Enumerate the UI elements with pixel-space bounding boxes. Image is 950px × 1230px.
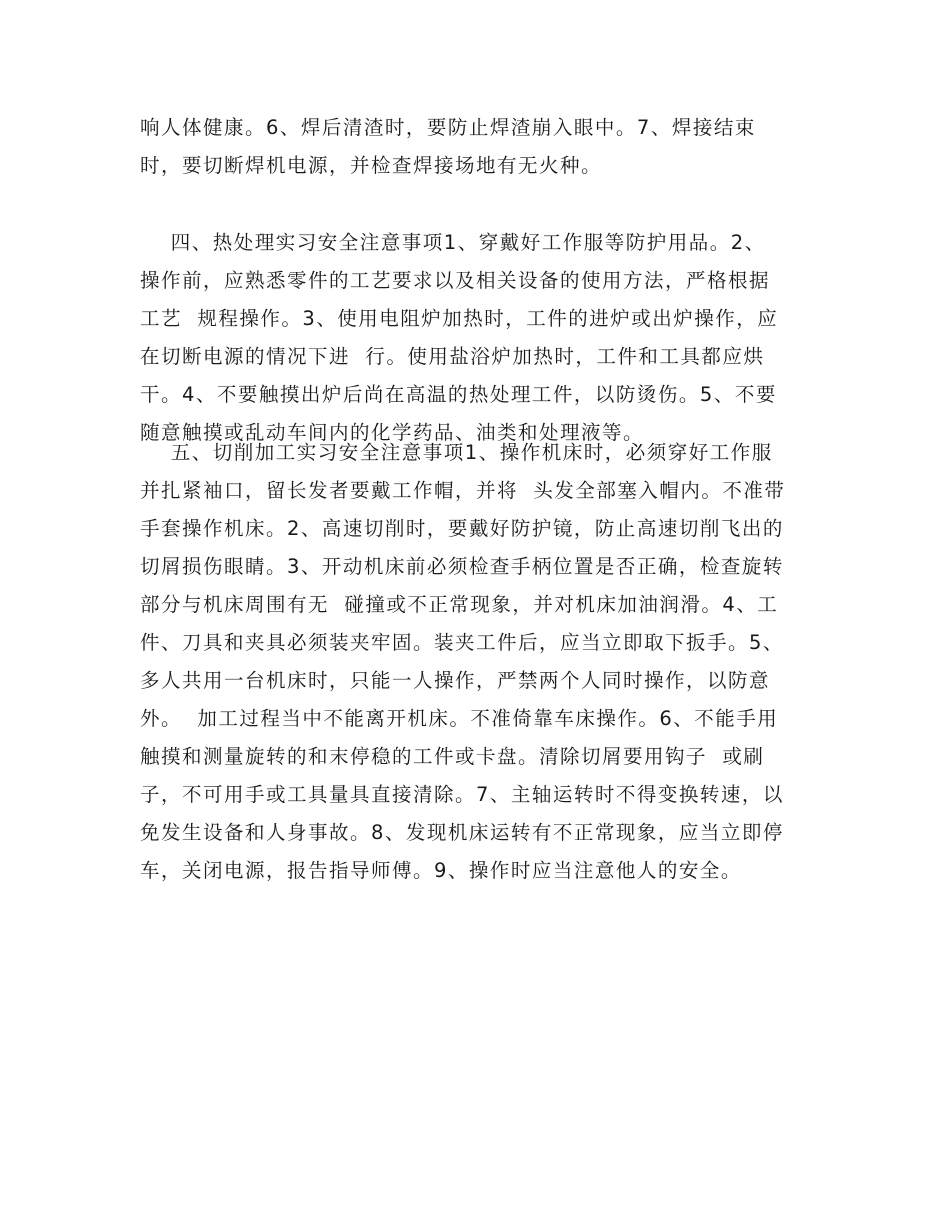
text-line: 随意触摸或乱动车间内的化学药品、油类和处理液等。 — [140, 421, 645, 444]
text-line: 五、切削加工实习安全注意事项1、操作机床时，必须穿好工作服 — [140, 441, 773, 464]
text-line: 工艺 规程操作。3、使用电阻炉加热时，工件的进炉或出炉操作，应 — [140, 307, 779, 330]
text-line: 车，关闭电源，报告指导师傅。9、操作时应当注意他人的安全。 — [140, 859, 742, 882]
text-line: 切屑损伤眼睛。3、开动机床前必须检查手柄位置是否正确，检查旋转 — [140, 555, 784, 578]
text-line: 手套操作机床。2、高速切削时，要戴好防护镜，防止高速切削飞出的 — [140, 517, 784, 540]
text-line: 免发生设备和人身事故。8、发现机床运转有不正常现象，应当立即停 — [140, 821, 784, 844]
text-line: 部分与机床周围有无 碰撞或不正常现象，并对机床加油润滑。4、工 — [140, 593, 779, 616]
paragraph-cutting-machining — [140, 434, 820, 890]
text-line: 四、热处理实习安全注意事项1、穿戴好工作服等防护用品。2、 — [140, 231, 766, 254]
text-line: 件、刀具和夹具必须装夹牢固。装夹工件后，应当立即取下扳手。5、 — [140, 631, 784, 654]
paragraph-heat-treatment — [140, 224, 820, 452]
text-line: 干。4、不要触摸出炉后尚在高温的热处理工件，以防烫伤。5、不要 — [140, 383, 777, 406]
text-line: 多人共用一台机床时，只能一人操作，严禁两个人同时操作，以防意 — [140, 669, 771, 692]
text-line: 在切断电源的情况下进 行。使用盐浴炉加热时，工件和工具都应烘 — [140, 345, 765, 368]
text-line: 时，要切断焊机电源，并检查焊接场地有无火种。 — [140, 154, 603, 177]
text-line: 子，不可用手或工具量具直接清除。7、主轴运转时不得变换转速，以 — [140, 783, 784, 806]
text-line: 并扎紧袖口，留长发者要戴工作帽，并将 头发全部塞入帽内。不准带 — [140, 479, 786, 502]
paragraph-welding-end — [140, 109, 820, 185]
text-line: 触摸和测量旋转的和末停稳的工件或卡盘。清除切屑要用钩子 或刷 — [140, 745, 765, 768]
text-line: 外。 加工过程当中不能离开机床。不准倚靠车床操作。6、不能手用 — [140, 707, 779, 730]
text-line: 响人体健康。6、焊后清渣时，要防止焊渣崩入眼中。7、焊接结束 — [140, 116, 756, 139]
text-line: 操作前，应熟悉零件的工艺要求以及相关设备的使用方法，严格根据 — [140, 269, 771, 292]
